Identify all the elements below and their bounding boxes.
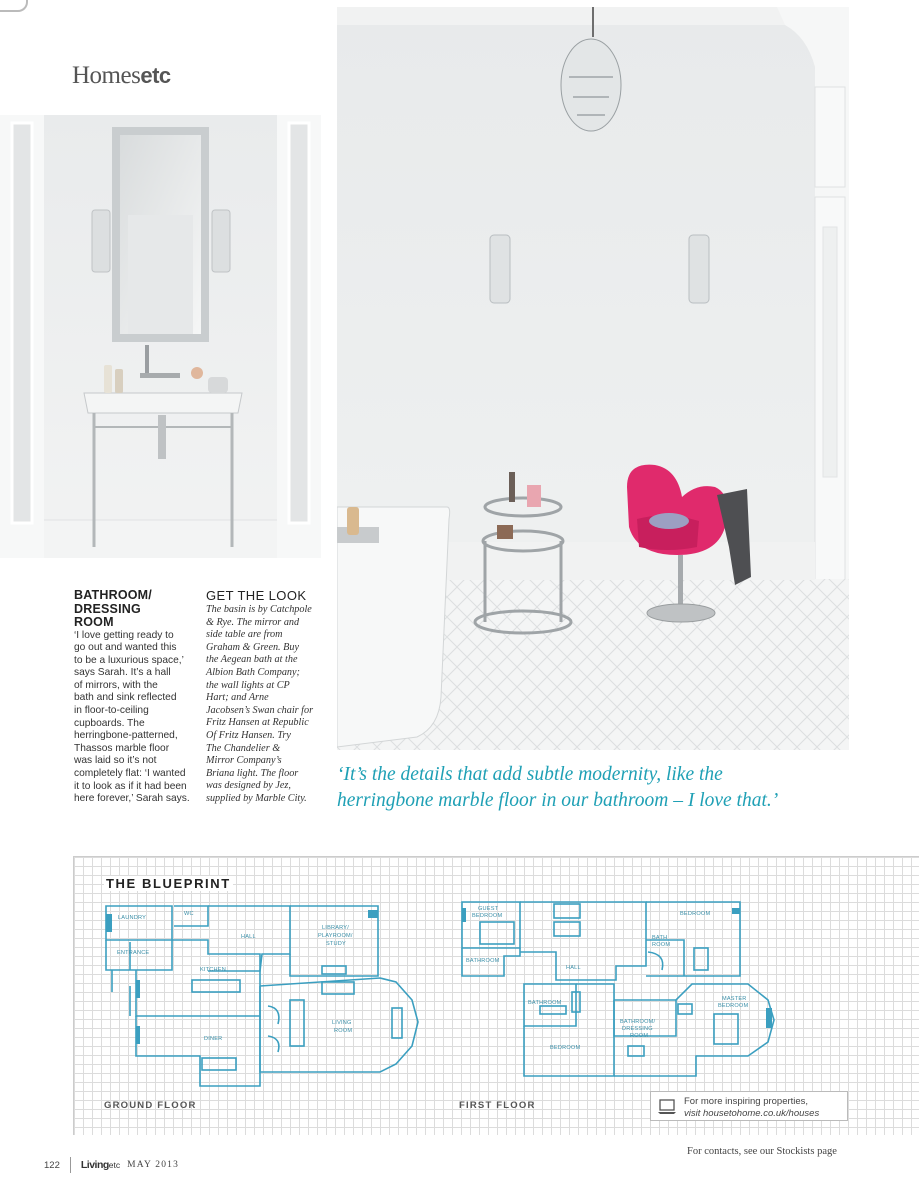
brand-suffix: etc	[140, 63, 171, 88]
first-room-dressing-2: DRESSING	[622, 1026, 653, 1032]
caption-line: ‘I love getting ready to	[74, 629, 174, 641]
look-line: supplied by Marble City.	[206, 792, 307, 804]
look-line: Of Fritz Hansen. Try	[206, 729, 291, 741]
get-the-look-body	[206, 604, 324, 806]
look-line: Jacobsen’s Swan chair for	[206, 704, 314, 716]
sink-mirror-illustration	[0, 115, 321, 558]
first-room-master-1: MASTER	[722, 996, 747, 1002]
look-line: Hart; and Arne	[206, 692, 269, 704]
first-room-guest-1: GUEST	[478, 906, 499, 912]
ground-room-hall: HALL	[241, 934, 256, 940]
look-line: Briana light. The floor	[206, 767, 299, 779]
look-line: Fritz Hansen at Republic	[206, 717, 309, 729]
issue-date: MAY 2013	[127, 1160, 180, 1170]
ground-floor-plan	[100, 896, 425, 1096]
ground-room-living-1: LIVING	[332, 1020, 352, 1026]
magazine-suffix: etc	[108, 1160, 121, 1170]
first-room-bathroom-mid: BATHROOM	[528, 1000, 562, 1006]
look-line: The Chandelier &	[206, 742, 281, 754]
caption-line: completely flat: ‘I wanted	[74, 768, 186, 780]
pull-quote	[337, 762, 877, 814]
ground-room-library-1: LIBRARY/	[322, 925, 349, 931]
first-room-bath-2: ROOM	[652, 942, 671, 948]
section-brand	[72, 62, 171, 90]
first-room-dressing-3: ROOM	[630, 1033, 649, 1039]
folio	[44, 1157, 179, 1173]
ground-room-library-3: STUDY	[326, 941, 346, 947]
first-room-bathroom-left: BATHROOM	[466, 958, 500, 964]
ground-room-laundry: LAUNDRY	[118, 915, 147, 921]
laptop-icon	[657, 1099, 677, 1119]
caption-body	[74, 630, 196, 806]
ground-floor-label: GROUND FLOOR	[104, 1100, 197, 1111]
ground-room-wc: WC	[184, 911, 194, 917]
photo-sink-mirror	[0, 115, 321, 558]
caption-line: of mirrors, with the	[74, 679, 158, 691]
caption-line: cupboards. The	[74, 717, 145, 729]
get-the-look	[206, 589, 324, 806]
first-room-hall: HALL	[566, 965, 581, 971]
look-line: the Aegean bath at the	[206, 654, 298, 666]
first-room-master-2: BEDROOM	[718, 1003, 749, 1009]
caption-line: go out and wanted this	[74, 642, 177, 654]
first-room-bedroom-top: BEDROOM	[680, 911, 711, 917]
promo-box[interactable]	[650, 1091, 848, 1121]
quote-line1: ‘It’s the details that add subtle modernity, like the	[337, 764, 723, 785]
first-room-bedroom-bottom: BEDROOM	[550, 1045, 581, 1051]
look-line: The basin is by Catchpole	[206, 604, 312, 615]
ground-room-kitchen: KITCHEN	[200, 967, 226, 973]
magazine-name: Living	[80, 1159, 109, 1171]
caption-title-line3: ROOM	[74, 615, 114, 629]
caption-title-line2: DRESSING	[74, 601, 141, 616]
folio-divider	[70, 1157, 71, 1173]
caption-line: to be a luxurious space,’	[74, 654, 184, 666]
caption-line: says Sarah. It’s a hall	[74, 667, 171, 679]
bathroom-chair-illustration	[337, 7, 849, 750]
ground-room-living-2: ROOM	[334, 1028, 353, 1034]
photo-bathroom-chair	[337, 7, 849, 750]
look-line: Mirror Company’s	[206, 755, 282, 767]
stockists-note: For contacts, see our Stockists page	[687, 1146, 837, 1157]
first-floor-plan	[456, 896, 781, 1086]
caption-bathroom	[74, 589, 196, 806]
ground-room-library-2: PLAYROOM/	[318, 933, 353, 939]
caption-line: herringbone-patterned,	[74, 730, 178, 742]
caption-line: was laid so it’s not	[74, 755, 157, 767]
ground-room-diner: DINER	[204, 1036, 223, 1042]
caption-line: bath and sink reflected	[74, 692, 177, 704]
quote-line2: herringbone marble floor in our bathroom – I love that.’	[337, 790, 779, 811]
look-line: was designed by Jez,	[206, 780, 291, 792]
first-floor-label: FIRST FLOOR	[459, 1100, 536, 1111]
caption-line: here forever,’ Sarah says.	[74, 793, 190, 805]
look-line: Albion Bath Company;	[206, 666, 300, 678]
look-line: the wall lights at CP	[206, 679, 290, 691]
page-number: 122	[44, 1159, 60, 1171]
look-line: side table are from	[206, 629, 283, 641]
blueprint-title: THE BLUEPRINT	[106, 876, 231, 891]
first-room-guest-2: BEDROOM	[472, 913, 503, 919]
first-room-bath-1: BATH	[652, 935, 668, 941]
promo-link[interactable]: visit housetohome.co.uk/houses	[684, 1108, 820, 1119]
caption-line: it to look as if it had been	[74, 780, 187, 792]
look-line: & Rye. The mirror and	[206, 616, 300, 628]
get-the-look-title: GET THE LOOK	[206, 588, 307, 603]
caption-line: Thassos marble floor	[74, 742, 170, 754]
brand-prefix: Homes	[72, 62, 141, 89]
look-line: Graham & Green. Buy	[206, 641, 299, 653]
first-room-dressing-1: BATHROOM/	[620, 1019, 656, 1025]
ground-room-entrance: ENTRANCE	[117, 950, 150, 956]
corner-mark	[0, 0, 28, 12]
caption-line: in floor-to-ceiling	[74, 705, 149, 717]
caption-title-line1: BATHROOM/	[74, 588, 152, 602]
promo-line1: For more inspiring properties,	[684, 1096, 809, 1107]
